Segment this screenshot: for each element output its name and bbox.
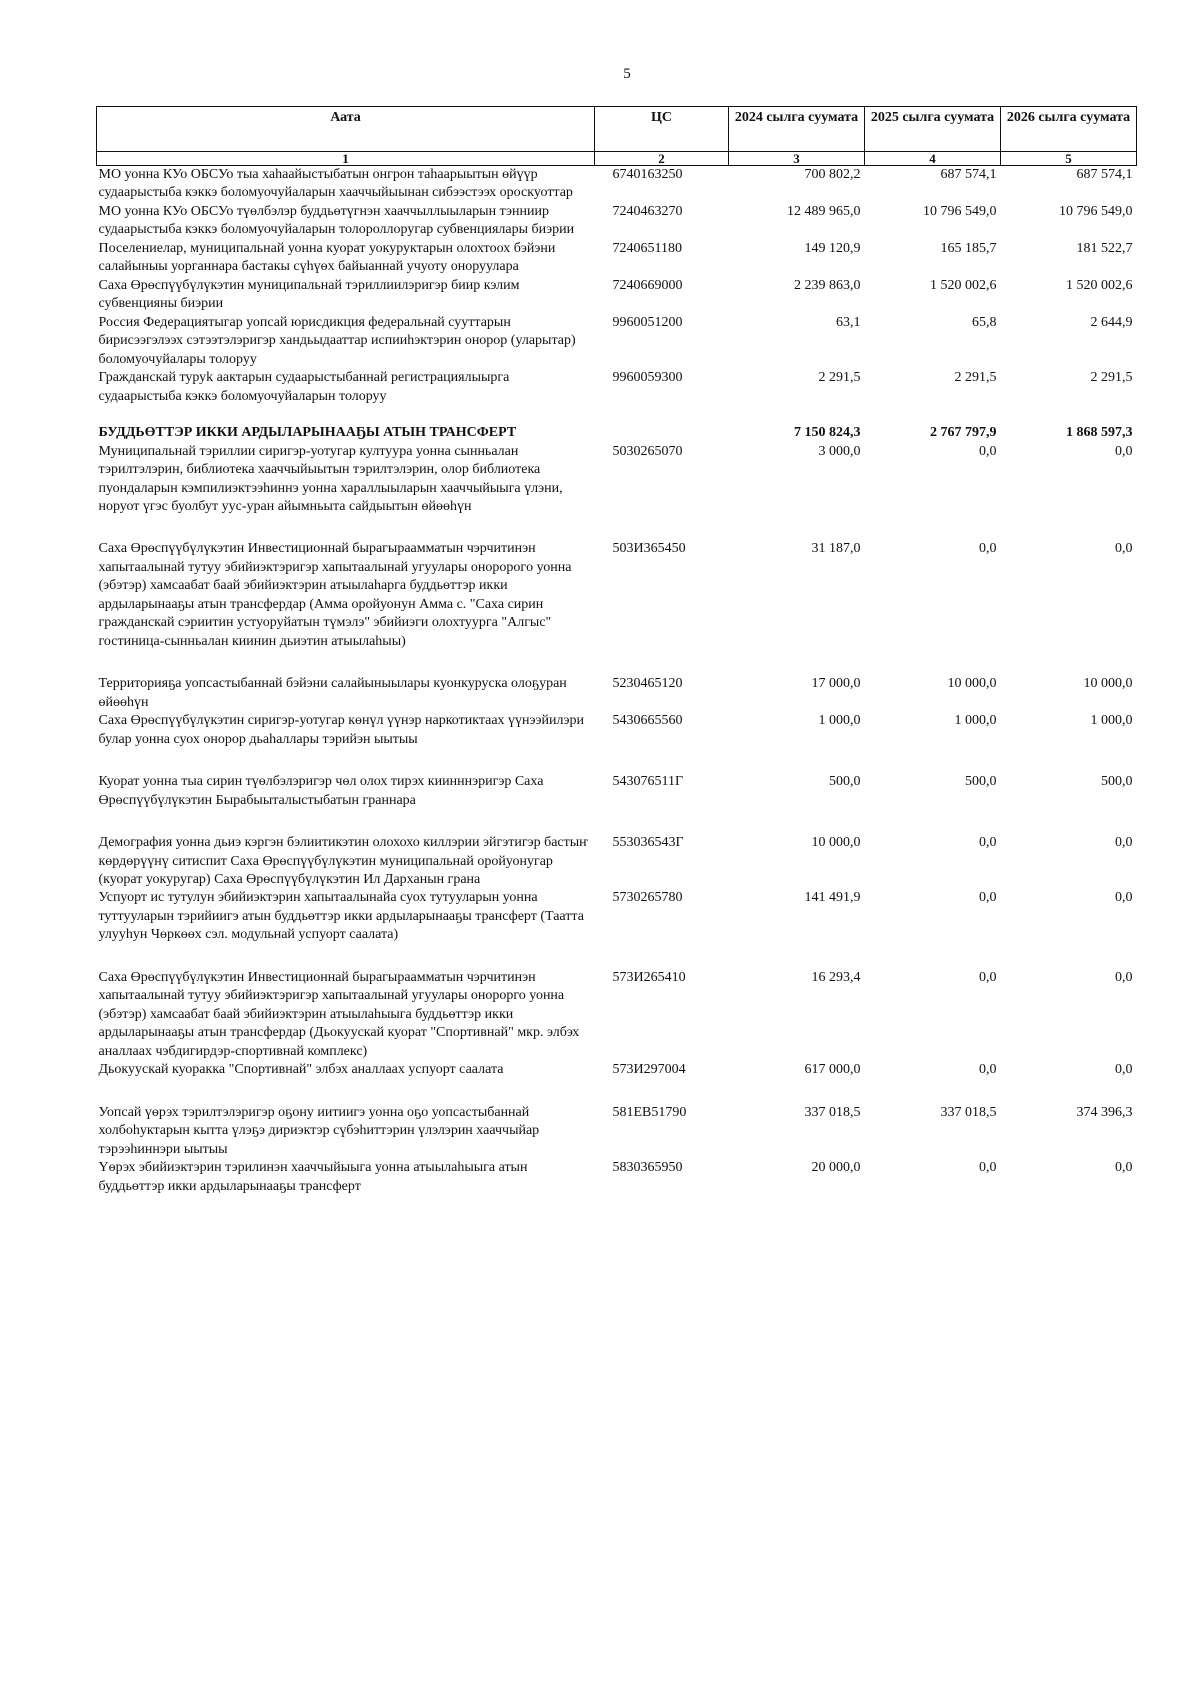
table-row <box>97 203 1137 240</box>
table-row <box>97 314 1137 369</box>
row-name: Россия Федерациятыгар уопсай юрисдикция федеральнай сууттарын бирисээгэлээх сэтээтэлэригэр хандьыдааттар испииhэктэрин онорор (уларытар) боломуочуйалары толоруу <box>98 314 576 367</box>
row-name: Саха Өрөспүүбүлүкэтин сиригэр-уотугар көнүл үүнэр наркотиктаах үүнээйилэри булар уонна суох онорор дьаhаллары тэрийэн ыытыы <box>98 713 585 747</box>
page-number: 5 <box>623 66 631 82</box>
table-row <box>97 240 1137 277</box>
value-2024: 7 150 824,3 <box>794 425 861 441</box>
value-2024: 31 187,0 <box>811 541 861 557</box>
table-row <box>97 1104 1137 1159</box>
row-code: 9960059300 <box>612 370 683 386</box>
budget-table <box>96 106 1137 1196</box>
value-2026: 0,0 <box>1115 1160 1133 1176</box>
value-2024: 1 000,0 <box>818 713 861 729</box>
row-name: Үөрэх эбийиэктэрин тэрилинэн хааччыйыыга уонна атыылаhыыга атын буддьөттэр икки ардыларынааҕы трансферт <box>98 1160 528 1194</box>
row-name: Муниципальнай тэриллии сиригэр-уотугар култуура уонна сынньалан тэрилтэлэрин, библиотека хааччыйыытын тэрилтэлэрин, олор библиотека пуондаларын кэмпилиэктээhиннэ уонна хараллыыларын хааччыйыыга үлэни, норуот үгэс буолбут уус-уран айымньыта сайдыытын өйөөhүн <box>98 443 563 514</box>
table-row <box>97 277 1137 314</box>
value-2026: 2 644,9 <box>1090 314 1133 330</box>
value-2025: 65,8 <box>972 314 997 330</box>
row-name: Саха Өрөспүүбүлүкэтин Инвестиционнай бырагыраамматын чэрчитинэн хапытаалынай тутуу эбийиэктэригэр хапытаалынай угуулары онорорго уонна (эбэтэр) хамсаабат баай эбийиэктэрин атыылаhыыга буддьөттэр икки ардыларынааҕы атын трансфердар (Дьокуускай куорат "Спортивнай" мкр. элбэх аналлаах чэбдигирдэр-спортивнай комплекс) <box>98 969 580 1059</box>
row-code: 573И297004 <box>612 1062 686 1078</box>
row-code: 5430665560 <box>612 713 683 729</box>
column-number: 5 <box>1001 152 1137 166</box>
table-row <box>97 773 1137 834</box>
row-name: Саха Өрөспүүбүлүкэтин Инвестиционнай бырагыраамматын чэрчитинэн хапытаалынай тутуу эбийиэктэригэр хапытаалынай угуулары оноророгo уонна (эбэтэр) хамсаабат баай эбийиэктэрин атыылаhарга буддьөттэр икки ардыларынааҕы атын трансфердар (Амма оройуонун Амма с. "Саха сирин гражданскай сэриитин устуоруйатын түмэлэ" эбийиэги олохтуурга "Алгыс" гостиница-сынньалан киинин дьиэтин атыылаhыы) <box>98 541 572 649</box>
row-code: 5730265780 <box>612 890 683 906</box>
value-2025: 1 520 002,6 <box>930 277 997 293</box>
table-row <box>97 712 1137 773</box>
row-code: 503И365450 <box>612 541 686 557</box>
table-row <box>97 369 1137 406</box>
value-2026: 181 522,7 <box>1076 240 1133 256</box>
table-row <box>97 1159 1137 1196</box>
value-2024: 63,1 <box>836 314 861 330</box>
row-code: 7240651180 <box>612 240 682 256</box>
row-name: Демография уонна дьиэ кэргэн бэлиитикэтин олохохо киллэрии эйгэтигэр бастыҥ көрдөрүүнү ситиспит Саха Өрөспүүбүлүкэтин муниципальнай оройуонугар (куорат уокуругар) Саха Өрөспүүбүлүкэтин Ил Дарханын грана <box>98 835 588 887</box>
value-2026: 10 796 549,0 <box>1059 203 1133 219</box>
row-name: МО уонна КУо ОБСУо түөлбэлэр буддьөтүгнэн хааччыллыыларын тэнниир судаарыстыба кэккэ боломуочуйаларын толороллоругар субвенциялары биэрии <box>98 203 575 238</box>
header-2024: 2024 сылга суумата <box>729 107 865 152</box>
value-2025: 0,0 <box>979 541 997 557</box>
value-2026: 500,0 <box>1101 774 1133 790</box>
value-2025: 0,0 <box>979 443 997 459</box>
value-2024: 2 291,5 <box>818 370 861 386</box>
row-code: 5030265070 <box>612 443 683 459</box>
value-2025: 0,0 <box>979 835 997 851</box>
row-code: 573И265410 <box>612 969 686 985</box>
value-2024: 16 293,4 <box>811 969 861 985</box>
row-name: Дьокуускай куоракка "Спортивнай" элбэх аналлаах успуорт саалата <box>98 1062 504 1078</box>
table-row <box>97 540 1137 675</box>
section-row <box>97 406 1137 442</box>
header-name: Аата <box>97 107 595 152</box>
value-2026: 0,0 <box>1115 541 1133 557</box>
row-code: 581ЕВ51790 <box>612 1104 687 1120</box>
value-2025: 2 291,5 <box>954 370 997 386</box>
value-2024: 149 120,9 <box>804 240 861 256</box>
value-2025: 165 185,7 <box>940 240 997 256</box>
header-2026: 2026 сылга суумата <box>1001 107 1137 152</box>
row-code: 5830365950 <box>612 1160 683 1176</box>
value-2025: 687 574,1 <box>940 167 997 182</box>
value-2024: 500,0 <box>829 774 861 790</box>
column-number: 3 <box>729 152 865 166</box>
row-name: БУДДЬӨТТЭР ИККИ АРДЫЛАРЫНААҔЫ АТЫН ТРАНСФЕРТ <box>98 425 517 441</box>
value-2024: 617 000,0 <box>804 1062 861 1078</box>
value-2025: 2 767 797,9 <box>930 425 997 441</box>
value-2026: 687 574,1 <box>1076 167 1133 182</box>
value-2024: 141 491,9 <box>804 890 861 906</box>
row-name: МО уонна КУо ОБСУо тыа хаhаайыстыбатын онгрон таhаарыытын өйүүр судаарыстыба кэккэ боломуочуйаларын хааччыйыынан сибээстээх ороскуоттар <box>98 167 573 201</box>
table-row <box>97 1061 1137 1103</box>
row-name: Территорияҕа уопсастыбаннай бэйэни салайыныылары куонкуруска олоҕуран өйөөhүн <box>98 676 567 710</box>
row-code: 553036543Г <box>612 835 684 851</box>
value-2025: 0,0 <box>979 1062 997 1078</box>
row-name: Гражданскай туруk аактарын судаарыстыбаннай регистрациялыырга судаарыстыба кэккэ боломуочуйаларын толоруу <box>98 370 510 404</box>
value-2024: 20 000,0 <box>811 1160 861 1176</box>
header-code: ЦС <box>595 107 729 152</box>
column-number: 1 <box>97 152 595 166</box>
table-row <box>97 969 1137 1061</box>
row-name: Уопсай үөрэх тэрилтэлэригэр оҕону иитиигэ уонна оҕо уопсастыбаннай холбоhуктарын кытта үлэҕэ дириэктэр сүбэhиттэрин үлэлэрин хааччыйар тэрээhиннэри ыытыы <box>98 1104 540 1157</box>
value-2025: 1 000,0 <box>954 713 997 729</box>
value-2026: 1 520 002,6 <box>1066 277 1133 293</box>
value-2025: 10 000,0 <box>947 676 997 692</box>
value-2026: 2 291,5 <box>1090 370 1133 386</box>
value-2024: 3 000,0 <box>818 443 861 459</box>
table-row <box>97 889 1137 968</box>
value-2024: 17 000,0 <box>811 676 861 692</box>
row-code: 7240669000 <box>612 277 683 293</box>
value-2026: 10 000,0 <box>1083 676 1133 692</box>
value-2026: 374 396,3 <box>1076 1104 1133 1120</box>
value-2026: 0,0 <box>1115 835 1133 851</box>
row-name: Поселениелар, муниципальнай уонна куорат уокуруктарын олохтоох бэйэни салайыныы уорганнара бастакы сүhүөх байыаннай учуоту оноруулара <box>98 240 556 275</box>
value-2024: 337 018,5 <box>804 1104 861 1120</box>
value-2025: 0,0 <box>979 969 997 985</box>
value-2025: 0,0 <box>979 1160 997 1176</box>
value-2024: 12 489 965,0 <box>787 203 861 219</box>
row-name: Куорат уонна тыа сирин түөлбэлэригэр чөл олох тирэх киинннэригэр Саха Өрөспүүбүлүкэтин Бырабыыталыстыбатын граннара <box>98 774 544 808</box>
row-code: 7240463270 <box>612 203 683 219</box>
column-number: 2 <box>595 152 729 166</box>
row-code <box>595 406 729 442</box>
value-2026: 0,0 <box>1115 890 1133 906</box>
row-code: 9960051200 <box>612 314 683 330</box>
value-2026: 0,0 <box>1115 1062 1133 1078</box>
row-name: Успуорт ис тутулун эбийиэктэрин хапытаалынайа суох тутууларын уонна туттууларын тэрийиигэ атын буддьөттэр икки ардыларынааҕы трансферт (Таатта улууhун Чөркөөх сэл. модульнай успуорт саалата) <box>98 890 584 943</box>
value-2026: 1 868 597,3 <box>1066 425 1133 441</box>
row-code: 6740163250 <box>612 167 683 182</box>
value-2025: 500,0 <box>965 774 997 790</box>
value-2026: 0,0 <box>1115 443 1133 459</box>
row-code: 5230465120 <box>612 676 683 692</box>
value-2025: 337 018,5 <box>940 1104 997 1120</box>
table-row <box>97 443 1137 541</box>
value-2025: 10 796 549,0 <box>923 203 997 219</box>
row-code: 543076511Г <box>612 774 684 790</box>
table-body <box>97 166 1137 1197</box>
table-row <box>97 166 1137 203</box>
value-2024: 2 239 863,0 <box>794 277 861 293</box>
value-2026: 1 000,0 <box>1090 713 1133 729</box>
table-row <box>97 834 1137 889</box>
header-row <box>97 107 1137 152</box>
value-2024: 10 000,0 <box>811 835 861 851</box>
column-number-row <box>97 152 1137 166</box>
table-row <box>97 675 1137 712</box>
value-2025: 0,0 <box>979 890 997 906</box>
header-2025: 2025 сылга суумата <box>865 107 1001 152</box>
value-2026: 0,0 <box>1115 969 1133 985</box>
row-name: Саха Өрөспүүбүлүкэтин муниципальнай тэриллиилэригэр биир кэлим субвенцияны биэрии <box>98 277 520 312</box>
value-2024: 700 802,2 <box>804 167 861 182</box>
column-number: 4 <box>865 152 1001 166</box>
